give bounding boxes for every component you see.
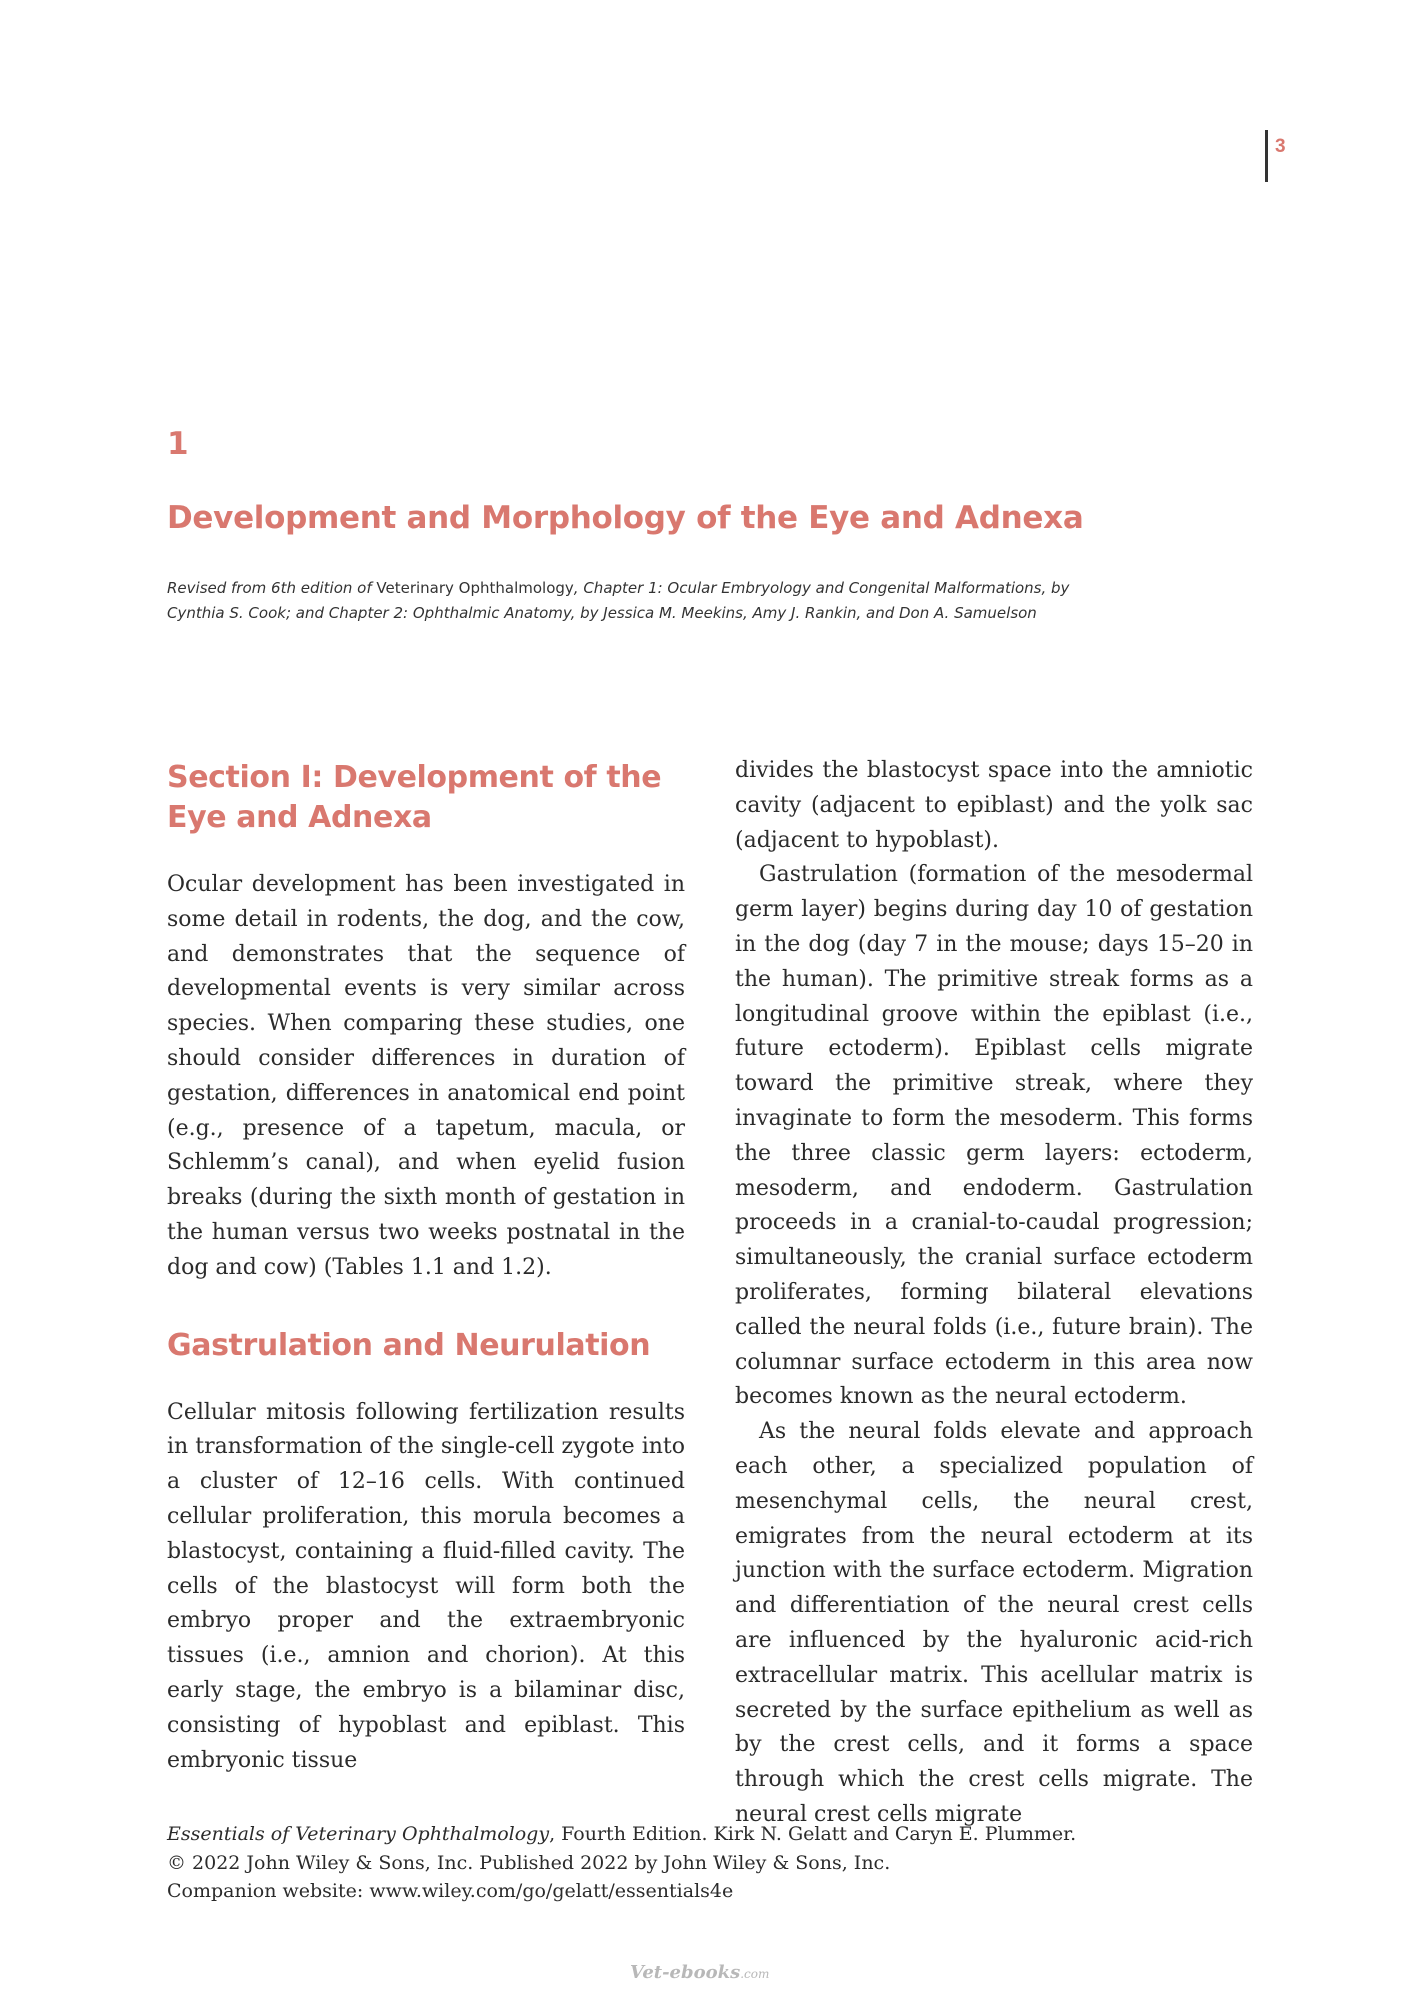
page-number: 3 xyxy=(1275,136,1286,157)
revision-note-lead: Revised from 6th edition of xyxy=(167,579,377,597)
watermark-main: Vet-ebooks xyxy=(630,1962,741,1983)
footer-edition-authors: , Fourth Edition. Kirk N. Gelatt and Caryn E. Plummer. xyxy=(549,1823,1077,1845)
right-column xyxy=(735,758,1253,1833)
chapter-number: 1 xyxy=(167,426,189,462)
section-heading: Section I: Development of the Eye and Adnexa xyxy=(167,760,662,835)
footer-line-website: Companion website: www.wiley.com/go/gelatt/essentials4e xyxy=(167,1880,734,1902)
footer-line-citation xyxy=(167,1820,1076,1849)
body-paragraph: As the neural folds elevate and approach each other, a specialized population of mesenchymal cells, the neural crest, emigrates from the neural ectoderm at its junction with the surface ectoderm. Migration and differentiation of the neural crest cells are influenced by the hyaluronic acid-rich extracellular matrix. This acellular matrix is secreted by the surface epithelium as well as by the crest cells, and it forms a space through which the crest cells migrate. The neural crest cells migrate xyxy=(735,1419,1253,1827)
revision-note-book: Veterinary Ophthalmology xyxy=(376,579,574,597)
footer-line-copyright: © 2022 John Wiley & Sons, Inc. Published 2022 by John Wiley & Sons, Inc. xyxy=(167,1851,891,1874)
chapter-title: Development and Morphology of the Eye and Adnexa xyxy=(167,500,1084,536)
copyright-footer xyxy=(167,1820,1076,1906)
watermark-logo xyxy=(630,1962,769,1983)
body-paragraph: divides the blastocyst space into the amniotic cavity (adjacent to epiblast) and the yolk sac (adjacent to hypoblast). xyxy=(735,758,1253,853)
body-paragraph: Cellular mitosis following fertilization results in transformation of the single-cell zygote into a cluster of 12–16 cells. With continued cellular proliferation, this morula becomes a blastocyst, containing a fluid-filled cavity. The cells of the blastocyst will form both the embryo proper and the extraembryonic tissues (i.e., amnion and chorion). At this early stage, the embryo is a bilaminar disc, consisting of hypoblast and epiblast. This embryonic tissue xyxy=(167,1399,685,1773)
revision-note xyxy=(167,576,1127,626)
page-number-rule xyxy=(1265,130,1268,182)
revision-note-rest: , Chapter 1: Ocular Embryology and Congenital Malformations, by Cynthia S. Cook; and Chapter 2: Ophthalmic Anatomy, by Jessica M. Meekins, Amy J. Rankin, and Don A. Samuelson xyxy=(167,579,1070,622)
left-column xyxy=(167,758,685,1778)
body-paragraph: Gastrulation (formation of the mesodermal germ layer) begins during day 10 of gestation in the dog (day 7 in the mouse; days 15–20 in the human). The primitive streak forms as a longitudinal groove within the epiblast (i.e., future ectoderm). Epiblast cells migrate toward the primitive streak, where they invaginate to form the mesoderm. This forms the three classic germ layers: ectoderm, mesoderm, and endoderm. Gastrulation proceeds in a cranial-to-caudal progression; simultaneously, the cranial surface ectoderm proliferates, forming bilateral elevations called the neural folds (i.e., future brain). The columnar surface ectoderm in this area now becomes known as the neural ectoderm. xyxy=(735,862,1253,1410)
watermark-suffix: .com xyxy=(740,1967,770,1981)
body-paragraph: Ocular development has been investigated in some detail in rodents, the dog, and the cow, and demonstrates that the sequence of developmental events is very similar across species. When comparing these studies, one should consider differences in duration of gestation, differences in anatomical end point (e.g., presence of a tapetum, macula, or Schlemm’s canal), and when eyelid fusion breaks (during the sixth month of gestation in the human versus two weeks postnatal in the dog and cow) (Tables 1.1 and 1.2). xyxy=(167,872,685,1280)
footer-book-title: Essentials of Veterinary Ophthalmology xyxy=(167,1823,550,1845)
subsection-heading: Gastrulation and Neurulation xyxy=(167,1327,651,1363)
